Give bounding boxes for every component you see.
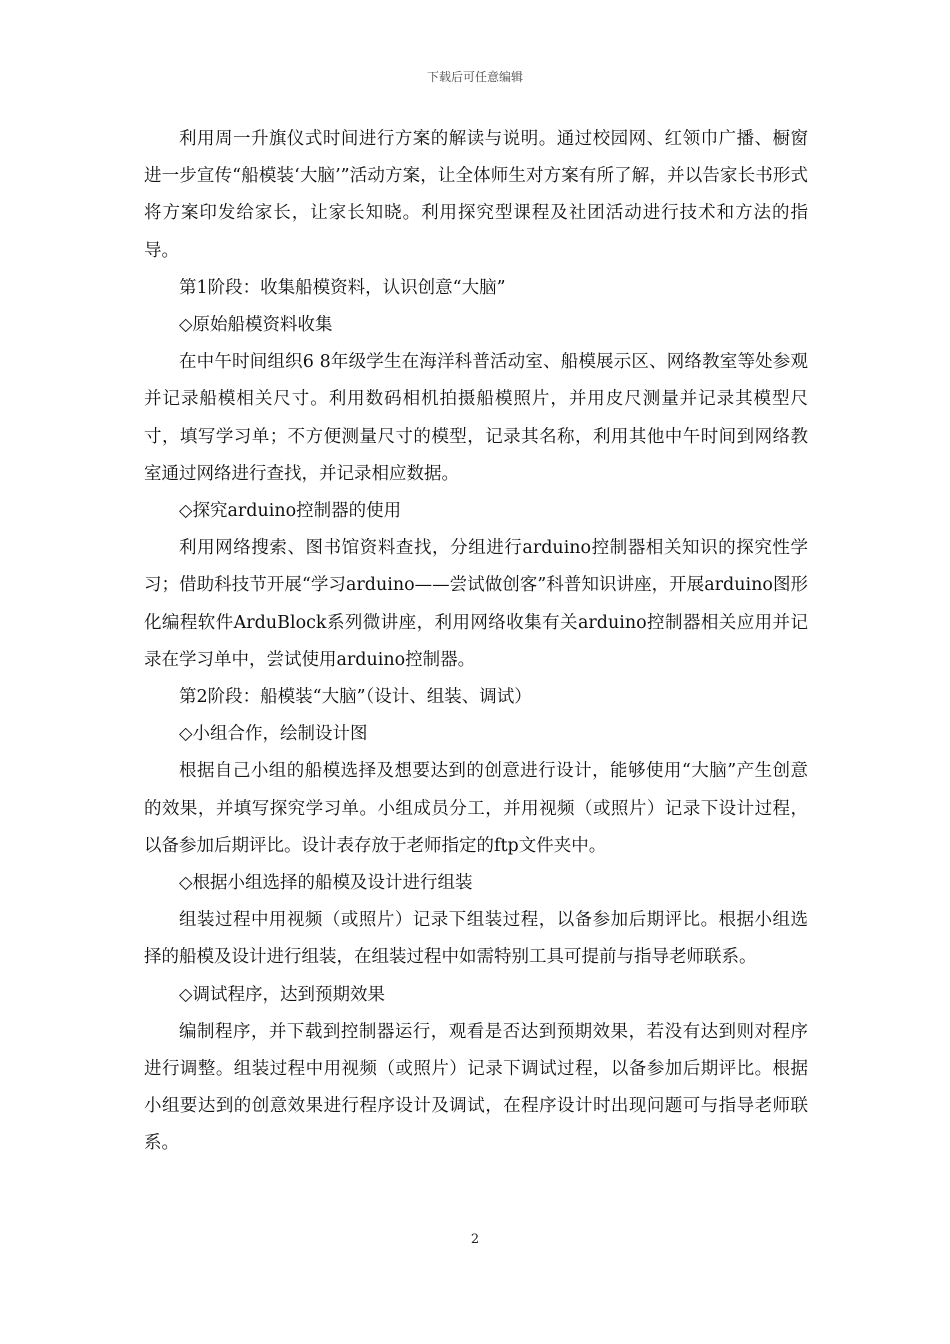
document-body xyxy=(144,121,808,1163)
subheading-design: ◇小组合作，绘制设计图 xyxy=(179,724,368,745)
subheading-debug: ◇调试程序，达到预期效果 xyxy=(179,984,385,1005)
subheading-arduino: ◇探究arduino控制器的使用 xyxy=(179,501,402,522)
paragraph-design: 根据自己小组的船模选择及想要达到的创意进行设计，能够使用“大脑”产生创意的效果，并填写探究学习单。小组成员分工，并用视频（或照片）记录下设计过程，以备参加后期评比。设计表存放于老师指定的ftp文件夹中。 xyxy=(144,761,808,856)
heading-stage-2: 第2阶段：船模装“大脑”（设计、组装、调试） xyxy=(179,687,532,708)
paragraph-collect-data: 在中午时间组织6 8年级学生在海洋科普活动室、船模展示区、网络教室等处参观并记录船模相关尺寸。利用数码相机拍摄船模照片，并用皮尺测量并记录其模型尺寸，填写学习单；不方便测量尺寸的模型，记录其名称，利用其他中午时间到网络教室通过网络进行查找，并记录相应数据。 xyxy=(144,352,808,484)
page-header: 下载后可任意编辑 xyxy=(426,70,523,84)
subheading-collect-data: ◇原始船模资料收集 xyxy=(179,315,333,336)
paragraph-arduino: 利用网络搜索、图书馆资料查找，分组进行arduino控制器相关知识的探究性学习；借助科技节开展“学习arduino——尝试做创客”科普知识讲座，开展arduino图形化编程软件ArduBlock系列微讲座，利用网络收集有关arduino控制器相关应用并记录在学习单中，尝试使用arduino控制器。 xyxy=(144,538,808,670)
page-number: 2 xyxy=(470,1232,480,1247)
subheading-assemble: ◇根据小组选择的船模及设计进行组装 xyxy=(179,873,473,894)
paragraph-intro: 利用周一升旗仪式时间进行方案的解读与说明。通过校园网、红领巾广播、橱窗进一步宣传“船模装‘大脑’”活动方案，让全体师生对方案有所了解，并以告家长书形式将方案印发给家长，让家长知晓。利用探究型课程及社团活动进行技术和方法的指导。 xyxy=(144,129,808,261)
paragraph-assemble: 组装过程中用视频（或照片）记录下组装过程，以备参加后期评比。根据小组选择的船模及设计进行组装，在组装过程中如需特别工具可提前与指导老师联系。 xyxy=(144,910,808,968)
paragraph-debug: 编制程序，并下载到控制器运行，观看是否达到预期效果，若没有达到则对程序进行调整。组装过程中用视频（或照片）记录下调试过程，以备参加后期评比。根据小组要达到的创意效果进行程序设计及调试，在程序设计时出现问题可与指导老师联系。 xyxy=(144,1021,808,1154)
heading-stage-1: 第1阶段：收集船模资料，认识创意“大脑” xyxy=(179,277,506,298)
